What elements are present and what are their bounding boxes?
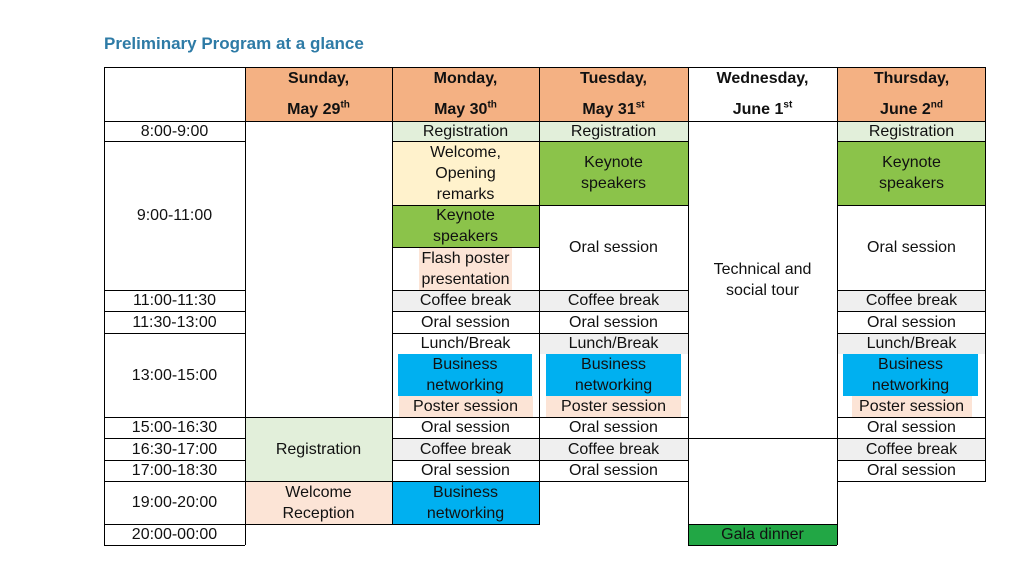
grid-line xyxy=(392,417,539,418)
monday-welcome: Welcome, Opening remarks xyxy=(392,141,539,205)
grid-line xyxy=(104,545,245,546)
tuesday-business-networking: Business networking xyxy=(546,354,681,396)
grid-line xyxy=(392,290,539,291)
grid-line xyxy=(688,67,689,545)
grid-line xyxy=(392,481,539,482)
grid-line xyxy=(392,141,539,142)
day-label: Thursday, xyxy=(873,70,950,87)
tuesday-keynote: Keynote speakers xyxy=(539,141,688,205)
grid-line xyxy=(104,438,245,439)
grid-line xyxy=(837,460,986,461)
sunday-registration: Registration xyxy=(245,417,392,481)
grid-line xyxy=(104,121,986,122)
monday-lunch: Lunch/Break xyxy=(420,335,511,352)
tuesday-oral-session: Oral session xyxy=(569,419,658,436)
grid-line xyxy=(104,290,245,291)
thursday-poster-session xyxy=(837,396,986,417)
grid-line xyxy=(392,524,539,525)
monday-oral-session: Oral session xyxy=(421,462,510,479)
time-cell: 11:00-11:30 xyxy=(132,292,217,309)
time-cell: 16:30-17:00 xyxy=(131,440,218,458)
grid-line xyxy=(392,460,539,461)
grid-line xyxy=(245,417,392,418)
thursday-lunch: Lunch/Break xyxy=(837,333,986,354)
thursday-keynote: Keynote speakers xyxy=(837,141,986,205)
grid-line xyxy=(539,417,688,418)
monday-registration: Registration xyxy=(392,121,539,141)
grid-line xyxy=(539,460,688,461)
time-cell: 11:30-13:00 xyxy=(132,313,217,331)
monday-business-networking: Business networking xyxy=(398,354,532,396)
grid-line xyxy=(837,67,838,545)
time-cell: 15:00-16:30 xyxy=(131,419,218,436)
grid-line xyxy=(392,67,393,525)
grid-line xyxy=(837,333,986,334)
grid-line xyxy=(245,481,392,482)
wednesday-tour: Technical and social tour xyxy=(713,260,812,299)
grid-line xyxy=(539,290,688,291)
grid-line xyxy=(104,417,245,418)
grid-line xyxy=(245,524,392,525)
poster-session-label: Poster session xyxy=(546,396,681,417)
tuesday-poster-session xyxy=(539,396,688,417)
grid-line xyxy=(104,524,245,525)
day-label: Monday, xyxy=(433,70,498,87)
grid-line xyxy=(392,333,539,334)
thursday-coffee-break: Coffee break xyxy=(837,438,986,460)
grid-line xyxy=(837,205,986,206)
header-sunday xyxy=(245,67,392,121)
monday-oral-session: Oral session xyxy=(421,419,510,436)
page-title: Preliminary Program at a glance xyxy=(104,34,364,53)
date-label: May 29th xyxy=(287,99,350,118)
date-label: May 31st xyxy=(582,99,645,118)
grid-line xyxy=(539,438,688,439)
grid-line xyxy=(688,438,837,439)
grid-line xyxy=(539,311,688,312)
grid-line xyxy=(837,141,986,142)
poster-session-label: Poster session xyxy=(852,396,972,417)
grid-line xyxy=(104,481,245,482)
grid-line xyxy=(104,141,245,142)
grid-line xyxy=(837,311,986,312)
tuesday-coffee-break: Coffee break xyxy=(539,438,688,460)
thursday-oral-session: Oral session xyxy=(867,313,956,331)
grid-line xyxy=(104,67,105,545)
sunday-welcome-reception: Welcome Reception xyxy=(245,481,392,524)
grid-line xyxy=(104,460,245,461)
grid-line xyxy=(837,481,986,482)
grid-line xyxy=(688,524,837,525)
day-label: Sunday, xyxy=(287,70,350,87)
poster-session-label: Poster session xyxy=(399,396,533,417)
monday-business-networking: Business networking xyxy=(392,481,539,524)
monday-flash-poster xyxy=(392,247,539,290)
grid-line xyxy=(104,333,245,334)
time-cell: 8:00-9:00 xyxy=(140,122,209,140)
grid-line xyxy=(837,417,986,418)
monday-keynote: Keynote speakers xyxy=(392,205,539,247)
header-monday xyxy=(392,67,539,121)
date-label: June 2nd xyxy=(880,99,943,118)
grid-line xyxy=(539,67,540,525)
grid-line xyxy=(539,205,688,206)
time-cell: 19:00-20:00 xyxy=(131,494,218,511)
monday-poster-session xyxy=(392,396,539,417)
grid-line xyxy=(539,141,688,142)
grid-line xyxy=(392,311,539,312)
day-label: Wednesday, xyxy=(716,70,809,87)
grid-line xyxy=(837,290,986,291)
time-cell: 17:00-18:30 xyxy=(131,462,218,479)
day-label: Tuesday, xyxy=(580,70,647,87)
header-tuesday xyxy=(539,67,688,121)
date-label: May 30th xyxy=(434,99,497,118)
header-wednesday xyxy=(688,67,837,121)
grid-line xyxy=(688,545,837,546)
thursday-oral-session: Oral session xyxy=(867,462,956,479)
thursday-registration: Registration xyxy=(837,121,986,141)
monday-coffee-break: Coffee break xyxy=(392,290,539,311)
grid-line xyxy=(392,438,539,439)
tuesday-registration: Registration xyxy=(539,121,688,141)
thursday-oral-session: Oral session xyxy=(867,239,956,256)
time-cell: 20:00-00:00 xyxy=(131,526,218,543)
time-cell: 9:00-11:00 xyxy=(136,207,213,224)
grid-line xyxy=(539,333,688,334)
grid-line xyxy=(837,438,986,439)
thursday-business-networking: Business networking xyxy=(843,354,978,396)
grid-line xyxy=(392,247,539,248)
grid-line xyxy=(104,67,986,68)
tuesday-coffee-break: Coffee break xyxy=(539,290,688,311)
time-cell: 13:00-15:00 xyxy=(131,366,218,384)
monday-coffee-break: Coffee break xyxy=(392,438,539,460)
grid-line xyxy=(104,311,245,312)
grid-line xyxy=(985,67,986,481)
grid-line xyxy=(245,67,246,545)
date-label: June 1st xyxy=(732,99,793,118)
header-thursday xyxy=(837,67,986,121)
grid-line xyxy=(539,481,688,482)
flash-poster-label: Flash poster presentation xyxy=(421,249,510,288)
grid-line xyxy=(392,205,539,206)
tuesday-oral-session: Oral session xyxy=(569,313,658,331)
thursday-oral-session: Oral session xyxy=(867,419,956,436)
tuesday-oral-session: Oral session xyxy=(569,239,658,256)
thursday-coffee-break: Coffee break xyxy=(837,290,986,311)
monday-oral-session: Oral session xyxy=(421,313,510,331)
tuesday-oral-session: Oral session xyxy=(569,462,658,479)
tuesday-lunch: Lunch/Break xyxy=(539,333,688,354)
wednesday-gala-dinner: Gala dinner xyxy=(688,524,837,545)
